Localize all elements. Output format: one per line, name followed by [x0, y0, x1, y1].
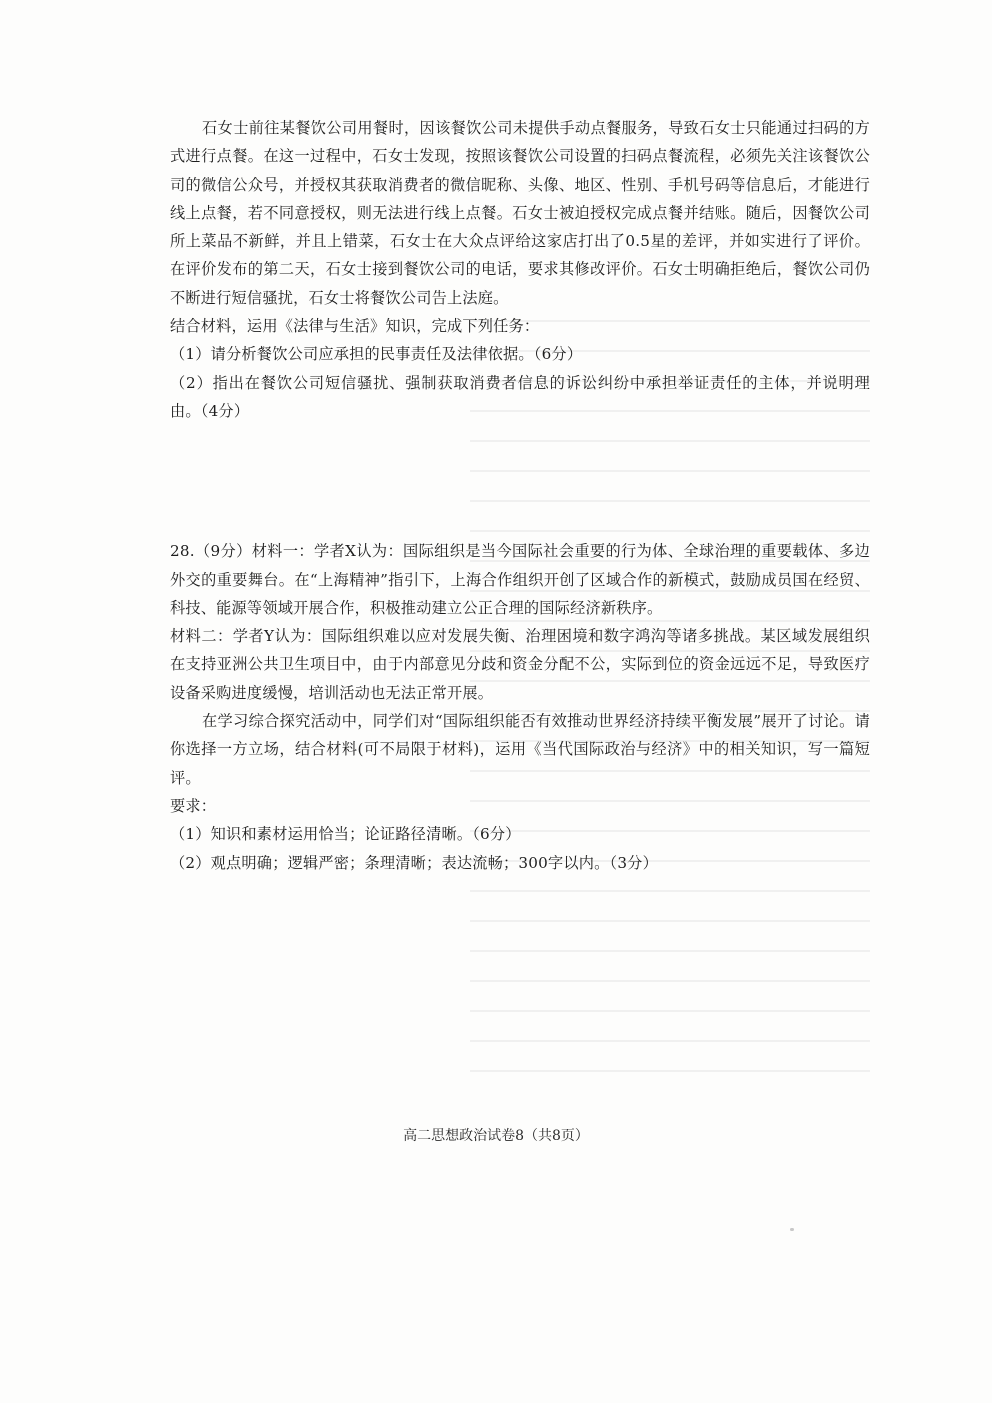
answer-space	[170, 425, 870, 537]
q28-requirement-1: （1）知识和素材运用恰当；论证路径清晰。（6分）	[170, 825, 521, 844]
q28-prompt: 在学习综合探究活动中，同学们对“国际组织能否有效推动世界经济持续平衡发展”展开了讨论。请你选择一方立场，结合材料(可不局限于材料)，运用《当代国际政治与经济》中的相关知识，写一篇短评。	[170, 712, 870, 787]
q28-requirement-2: （2）观点明确；逻辑严密；条理清晰；表达流畅；300字以内。（3分）	[170, 853, 658, 872]
q28-requirements-title: 要求：	[170, 796, 217, 815]
case-task-1: （1）请分析餐饮公司应承担的民事责任及法律依据。（6分）	[170, 345, 583, 364]
page-footer: 高二思想政治试卷8（共8页）	[403, 1128, 589, 1144]
page-content	[170, 114, 870, 877]
case-task-2: （2）指出在餐饮公司短信骚扰、强制获取消费者信息的诉讼纠纷中承担举证责任的主体，并说明理由。（4分）	[170, 373, 870, 420]
q28-material-1: 28.（9分）材料一：学者X认为：国际组织是当今国际社会重要的行为体、全球治理的重要载体、多边外交的重要舞台。在“上海精神”指引下，上海合作组织开创了区域合作的新模式，鼓励成员国在经贸、科技、能源等领域开展合作，积极推动建立公正合理的国际经济新秩序。	[170, 542, 870, 617]
case-paragraph: 石女士前往某餐饮公司用餐时，因该餐饮公司未提供手动点餐服务，导致石女士只能通过扫码的方式进行点餐。在这一过程中，石女士发现，按照该餐饮公司设置的扫码点餐流程，必须先关注该餐饮公司的微信公众号，并授权其获取消费者的微信昵称、头像、地区、性别、手机号码等信息后，才能进行线上点餐，若不同意授权，则无法进行线上点餐。石女士被迫授权完成点餐并结账。随后，因餐饮公司所上菜品不新鲜，并且上错菜，石女士在大众点评给这家店打出了0.5星的差评，并如实进行了评价。在评价发布的第二天，石女士接到餐饮公司的电话，要求其修改评价。石女士明确拒绝后，餐饮公司仍不断进行短信骚扰，石女士将餐饮公司告上法庭。	[170, 119, 870, 307]
scan-speck	[790, 1228, 794, 1231]
case-instruction: 结合材料，运用《法律与生活》知识，完成下列任务：	[170, 317, 540, 336]
q28-material-2: 材料二：学者Y认为：国际组织难以应对发展失衡、治理困境和数字鸿沟等诸多挑战。某区域发展组织在支持亚洲公共卫生项目中，由于内部意见分歧和资金分配不公，实际到位的资金远远不足，导致医疗设备采购进度缓慢，培训活动也无法正常开展。	[170, 627, 870, 702]
